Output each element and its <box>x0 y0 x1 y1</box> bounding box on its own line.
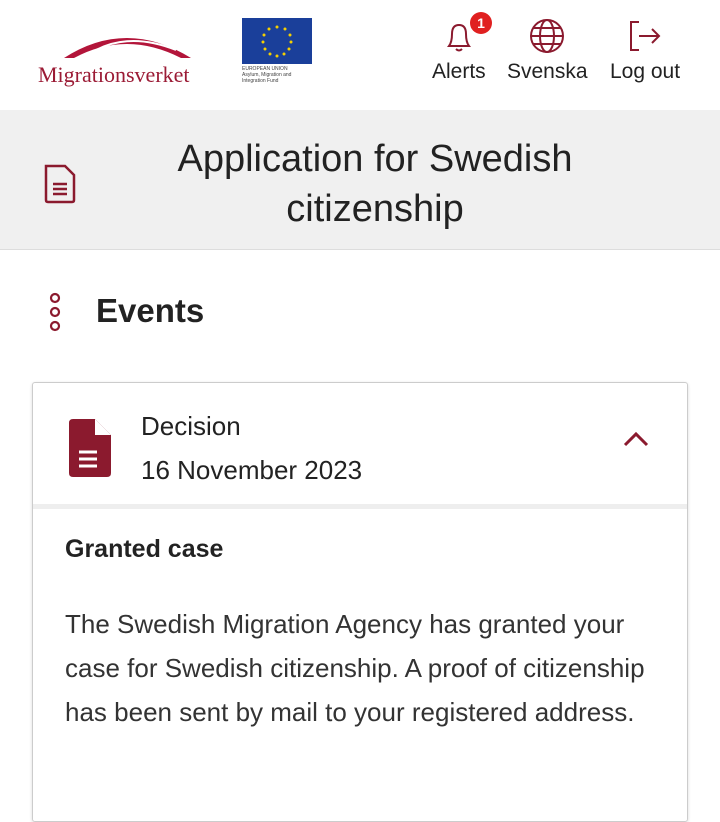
alerts-button[interactable] <box>432 15 486 84</box>
event-card <box>32 382 688 822</box>
language-label: Svenska <box>507 60 588 83</box>
logout-button[interactable] <box>610 18 680 84</box>
event-status: Granted case <box>65 535 224 563</box>
header <box>0 0 720 110</box>
eu-sub: Asylum, Migration and Integration Fund <box>242 72 292 84</box>
eu-label: EUROPEAN UNION <box>242 66 288 72</box>
language-button[interactable] <box>507 18 588 84</box>
events-heading: Events <box>96 292 205 329</box>
title-bar <box>0 110 720 250</box>
logout-icon <box>625 18 665 54</box>
globe-icon <box>527 18 567 54</box>
chevron-up-icon[interactable] <box>621 429 651 449</box>
events-dots-icon <box>48 292 62 336</box>
event-date: 16 November 2023 <box>141 455 363 485</box>
page-title: Application for Swedish citizenship <box>177 138 573 230</box>
event-header[interactable] <box>33 383 687 509</box>
event-description: The Swedish Migration Agency has granted your case for Swedish citizenship. A proof of citizenship has been sent by mail to your registered address. <box>65 609 645 727</box>
document-filled-icon <box>67 419 111 477</box>
logout-label: Log out <box>610 60 681 83</box>
event-title: Decision <box>141 411 241 441</box>
event-body <box>33 509 687 760</box>
alerts-badge: 1 <box>470 12 492 34</box>
eu-logo <box>242 18 314 90</box>
alerts-label: Alerts <box>432 60 486 83</box>
document-icon <box>42 162 78 206</box>
logo-text: Migrationsverket <box>38 62 190 87</box>
